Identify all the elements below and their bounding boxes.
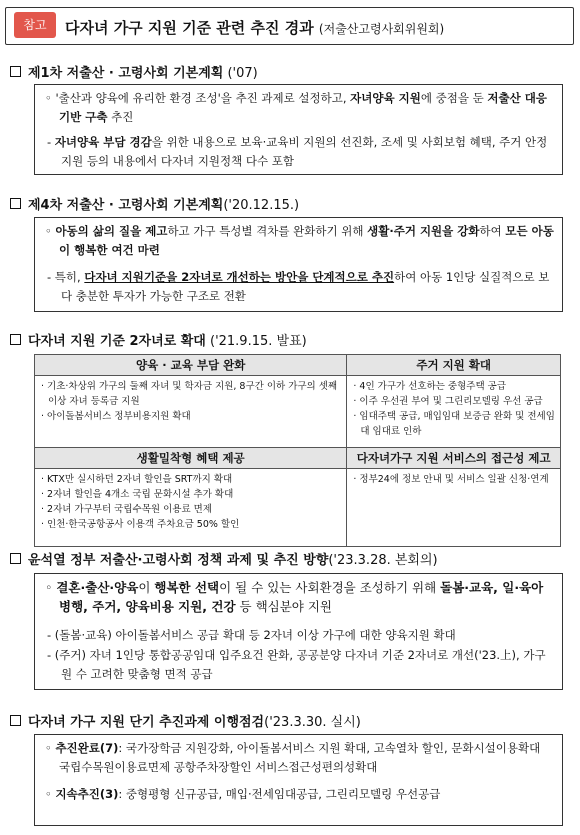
section-3-title: 다자녀 지원 기준 2자녀로 확대 [28,334,206,349]
text-bold: 지속추진(3) [55,787,119,801]
section-4-date: ('23.3.28. 본회의) [328,553,438,568]
text-bold: 생활·주거 지원을 강화 [367,224,480,238]
support-table [34,354,561,547]
table-cell-childcare [35,376,347,448]
text-bold-underlined: 다자녀 지원기준을 2자녀로 개선하는 방안을 단계적으로 추진 [84,270,395,284]
section-1-title: 제1차 저출산 · 고령사회 기본계획 [28,66,224,81]
section-2-bullet [45,222,554,260]
text: 하고 가구 특성별 격차를 완화하기 위해 [167,224,368,238]
checkbox-square-icon [10,66,21,77]
text: 등 핵심분야 지원 [235,599,333,614]
list-item: · 2자녀 할인을 4개소 국립 문화시설 추가 확대 [41,489,234,500]
section-1-bullet [45,89,554,127]
text: 이 [138,580,155,595]
text-bold: 돌봄·교육, 일·육아병행, 주거, 양육비용 지원, 건강 [59,580,544,614]
section-3-heading [10,330,307,349]
text-bold: 저출산 대응 기반 구축 [59,91,547,124]
section-4-bullet [45,578,554,616]
text-bold: 자녀양육 지원 [350,91,421,105]
text: - [47,135,55,149]
list-item: · 인천·한국공항공사 이용객 주차요금 50% 할인 [41,519,240,530]
section-3-date: ('21.9.15. 발표) [205,334,307,349]
text: ◦ [45,224,56,238]
table-cell-benefits [35,469,347,547]
list-item: · 2자녀 가구부터 국립수목원 이용료 면제 [41,504,212,515]
table-header-housing: 주거 지원 확대 [347,355,561,376]
section-4-title: 윤석열 정부 저출산·고령사회 정책 과제 및 추진 방향 [28,553,329,568]
text-bold: 결혼·출산·양육 [56,580,139,595]
section-5-heading [10,711,361,730]
section-5-title: 다자녀 가구 지원 단기 추진과제 이행점검 [28,715,265,730]
table-header-access: 다자녀가구 지원 서비스의 접근성 제고 [347,448,561,469]
title-text: 다자녀 가구 지원 기준 관련 추진 경과 [65,19,314,37]
page-title [65,17,444,38]
text: : 중형평형 신규공급, 매입·전세임대공급, 그린리모델링 우선공급 [118,787,441,801]
table-cell-housing [347,376,561,448]
table-row [35,355,561,376]
text-bold: 추진완료(7) [55,741,119,755]
list-item: · 기초·차상위 가구의 둘째 자녀 및 학자금 지원, 8구간 이하 가구의 셋째 이상 자녀 등록금 지원 [41,381,338,407]
section-5-box [34,734,563,826]
text-bold: 아동의 삶의 질을 제고 [55,224,168,238]
section-4-sub-bullet-2: - (주거) 자녀 1인당 통합공공임대 입주요건 완화, 공공분양 다자녀 기준 2자녀로 개선('23.上), 가구원 수 고려한 맞춤형 면적 공급 [47,648,546,681]
section-2-title: 제4차 저출산 · 고령사회 기본계획 [28,198,224,213]
checkbox-square-icon [10,553,21,564]
title-subtitle: (저출산고령사회위원회) [318,22,445,36]
header-box [5,7,574,45]
section-4-heading [10,549,438,568]
table-row [35,469,561,547]
table-header-benefits: 생활밀착형 혜택 제공 [35,448,347,469]
list-item: · KTX만 실시하던 2자녀 할인을 SRT까지 확대 [41,474,233,485]
section-2-box [34,217,563,312]
list-item: · 이주 우선권 부여 및 그린리모델링 우선 공급 [353,396,543,407]
text-bold: 행복한 선택 [154,580,220,595]
section-2-sub-bullet [45,268,554,306]
text-bold: 모든 아동이 행복한 여건 마련 [59,224,554,257]
text: ◦ [45,741,56,755]
text: 에 중점을 둔 [420,91,488,105]
table-row [35,376,561,448]
checkbox-square-icon [10,334,21,345]
text: ◦ '출산과 양육에 유리한 환경 조성'을 추진 과제로 설정하고, [45,91,351,105]
section-2-date: ('20.12.15.) [223,198,300,213]
section-1-box [34,84,563,175]
section-4-box [34,573,563,690]
text: 하여 [479,224,506,238]
text-bold: 자녀양육 부담 경감 [54,135,152,149]
section-1-sub-bullet [45,133,554,171]
text: 하여 아동 1인당 실질적으로 보다 충분한 투자가 가능한 구조로 전환 [61,270,550,303]
text: : 국가장학금 지원강화, 아이돌봄서비스 지원 확대, 고속열차 할인, 문화시설이용확대 국립수목원이용료면제 공항주차장할인 서비스접근성편의성확대 [59,741,541,774]
section-4-sub-bullet-1: - (돌봄·교육) 아이돌봄서비스 공급 확대 등 2자녀 이상 가구에 대한 양육지원 확대 [47,628,456,642]
text: 을 위한 내용으로 보육·교육비 지원의 선진화, 조세 및 사회보험 혜택, 주거 안정지원 등의 내용에서 다자녀 지원정책 다수 포함 [61,135,548,168]
list-item: · 아이돌봄서비스 정부비용지원 확대 [41,411,191,422]
section-1-date: ('07) [223,66,258,81]
text: ◦ [45,580,57,595]
text: ◦ [45,787,56,801]
text: 이 될 수 있는 사회환경을 조성하기 위해 [219,580,441,595]
text: 추진 [107,110,134,124]
reference-badge: 참고 [14,12,56,38]
table-cell-access [347,469,561,547]
checkbox-square-icon [10,198,21,209]
section-2-heading [10,194,299,213]
list-item: · 정부24에 정보 안내 및 서비스 일괄 신청·연계 [353,474,549,485]
text: - 특히, [47,270,85,284]
section-5-bullet-ongoing [45,785,554,804]
section-5-date: ('23.3.30. 실시) [264,715,361,730]
table-row [35,448,561,469]
section-1-heading [10,62,258,81]
table-header-childcare: 양육 · 교육 부담 완화 [35,355,347,376]
checkbox-square-icon [10,715,21,726]
section-5-bullet-completed [45,739,554,777]
list-item: · 4인 가구가 선호하는 중형주택 공급 [353,381,507,392]
list-item: · 임대주택 공급, 매입임대 보증금 완화 및 전세임대 임대료 인하 [353,411,555,437]
